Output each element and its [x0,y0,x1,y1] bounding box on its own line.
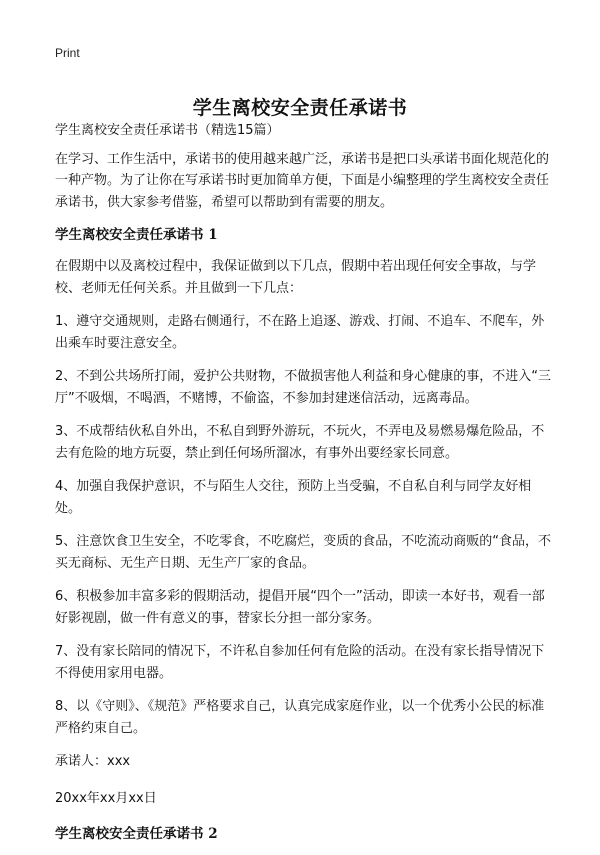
section-heading-2: 学生离校安全责任承诺书 2 [55,826,218,842]
section-lead: 在假期中以及离校过程中，我保证做到以下几点，假期中若出现任何安全事故，与学校、老师无任何关系。并且做到一下几点： [55,259,537,296]
pledge-item-2: 2、不到公共场所打闹，爱护公共财物，不做损害他人利益和身心健康的事，不进入“三厅”不吸烟，不喝酒，不赌博，不偷盗，不参加封建迷信活动，远离毒品。 [55,369,552,406]
section-heading-1: 学生离校安全责任承诺书 1 [55,227,218,243]
intro-paragraph: 在学习、工作生活中，承诺书的使用越来越广泛，承诺书是把口头承诺书面化规范化的一种产物。为了让你在写承诺书时更加简单方便，下面是小编整理的学生离校安全责任承诺书，供大家参考借鉴，希望可以帮助到有需要的朋友。 [55,151,550,210]
pledge-item-3: 3、不成帮结伙私自外出，不私自到野外游玩，不玩火，不弄电及易燃易爆危险品，不去有危险的地方玩耍，禁止到任何场所溜冰，有事外出要经家长同意。 [55,424,545,461]
page-title: 学生离校安全责任承诺书 [192,96,408,119]
document-subtitle: 学生离校安全责任承诺书（精选15篇） [55,123,280,138]
signer-line: 承诺人：xxx [55,754,131,769]
print-link[interactable]: Print [55,46,80,60]
date-line: 20xx年xx月xx日 [55,790,157,806]
pledge-item-4: 4、加强自我保护意识，不与陌生人交往，预防上当受骗，不自私自利与同学友好相处。 [55,479,532,516]
pledge-item-7: 7、没有家长陪同的情况下，不许私自参加任何有危险的活动。在没有家长指导情况下不得使用家用电器。 [55,644,545,681]
pledge-item-1: 1、遵守交通规则，走路右侧通行，不在路上追逐、游戏、打闹、不追车、不爬车，外出乘车时要注意安全。 [55,314,545,351]
pledge-item-6: 6、积极参加丰富多彩的假期活动，提倡开展“四个一”活动，即读一本好书，观看一部好影视剧，做一件有意义的事，替家长分担一部分家务。 [55,589,545,626]
document-body [55,120,555,855]
pledge-item-8: 8、以《守则》、《规范》严格要求自己，认真完成家庭作业，以一个优秀小公民的标准严格约束自己。 [55,699,545,736]
pledge-item-5: 5、注意饮食卫生安全，不吃零食，不吃腐烂，变质的食品，不吃流动商贩的“食品，不买无商标、无生产日期、无生产厂家的食品。 [55,534,552,571]
